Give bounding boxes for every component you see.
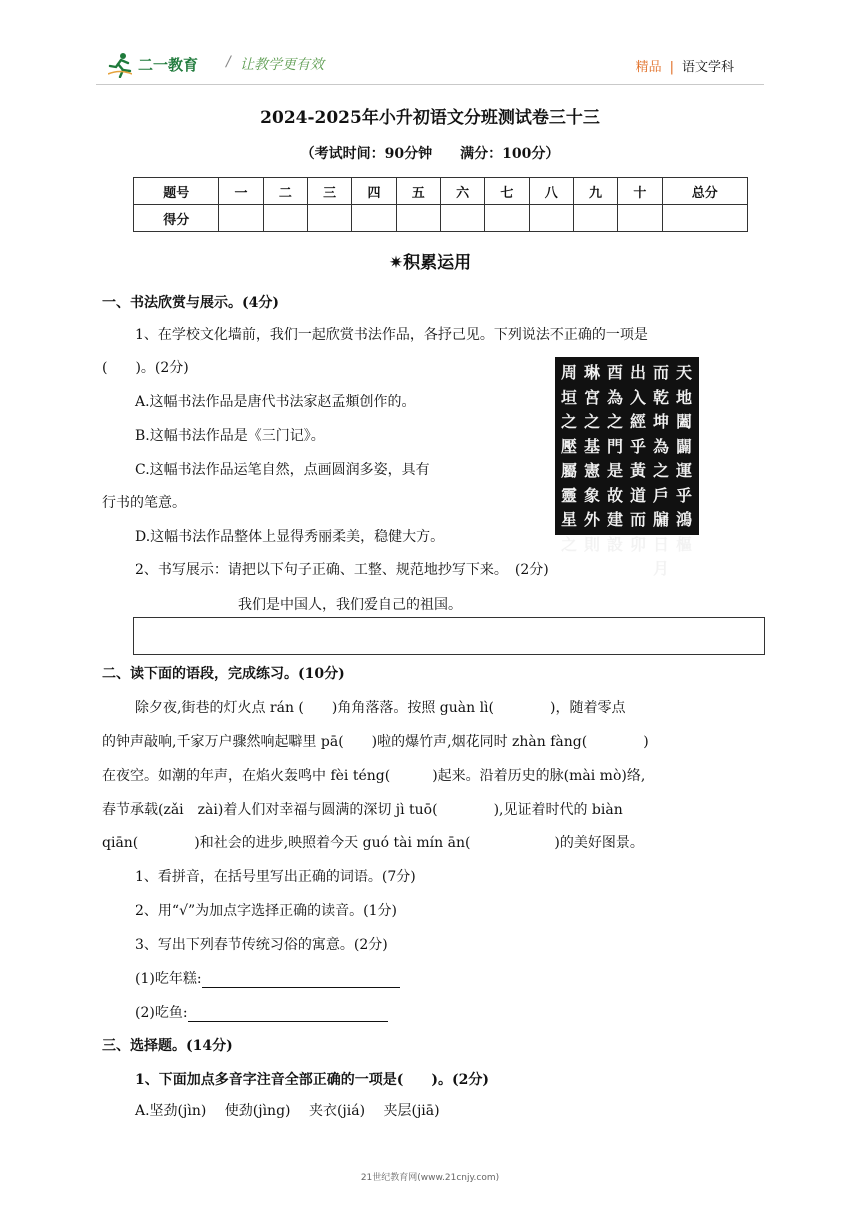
calligraphy-column: 周垣之壓屬靈星之	[560, 363, 577, 554]
q2-sub1: 1、看拼音，在括号里写出正确的词语。(7分)	[135, 869, 416, 885]
header-tag-subject: 语文学科	[681, 60, 734, 75]
score-cell: 五	[396, 178, 440, 205]
q1-p1: 1、在学校文化墙前，我们一起欣赏书法作品，各抒己见。下列说法不正确的一项是	[135, 327, 648, 343]
q1-option-b: B.这幅书法作品是《三门记》。	[135, 428, 325, 444]
q2-sub3b	[135, 1002, 388, 1022]
copy-answer-box[interactable]	[133, 617, 765, 655]
q1-sentence: 我们是中国人，我们爱自己的祖国。	[238, 597, 462, 613]
score-cell: 九	[573, 178, 617, 205]
logo-text: 二一教育	[138, 56, 199, 74]
logo-slogan: 让教学更有效	[240, 57, 324, 73]
header-tag-premium: 精品	[635, 60, 662, 75]
score-cell: 得分	[134, 205, 219, 232]
q3-option-a: A.坚劲(jìn) 使劲(jìng) 夹衣(jiá) 夹层(jiā)	[135, 1103, 440, 1119]
q1-p1b: ( )。(2分)	[102, 360, 189, 376]
calligraphy-column: 酉為之門是故建設	[606, 363, 623, 554]
calligraphy-column: 天地闔闢運乎鴻樞	[675, 363, 692, 554]
calligraphy-image	[555, 357, 699, 578]
q2-passage-line: qiān( )和社会的进步,映照着今天 guó tài mín ān( )的美好图景。	[102, 835, 644, 851]
score-input-cell[interactable]	[396, 205, 440, 232]
answer-line[interactable]	[188, 1007, 388, 1022]
q1-option-c: C.这幅书法作品运笔自然，点画圆润多姿，具有	[135, 462, 430, 478]
footer: 21世纪教育网(www.21cnjy.com)	[360, 1173, 500, 1183]
q1-option-c-cont: 行书的笔意。	[102, 495, 186, 511]
score-cell: 题号	[134, 178, 219, 205]
calligraphy-column: 琳宮之基憲象外則	[583, 363, 600, 554]
calligraphy-column: 出入經乎黃道而卯	[629, 363, 646, 554]
score-input-cell[interactable]	[485, 205, 529, 232]
exam-info: （考试时间：90分钟 满分：100分）	[300, 146, 560, 162]
calligraphy-column: 而乾坤為之戶牖日月	[652, 363, 669, 578]
q2-passage-line: 在夜空。如潮的年声，在焰火轰鸣中 fèi téng( )起来。沿着历史的脉(mài mò)络,	[102, 768, 646, 784]
score-cell: 三	[308, 178, 352, 205]
score-table-score-row	[134, 205, 748, 232]
score-table-header-row	[134, 178, 748, 205]
score-input-cell[interactable]	[219, 205, 263, 232]
q1-option-a: A.这幅书法作品是唐代书法家赵孟頫创作的。	[135, 394, 416, 410]
score-input-cell[interactable]	[618, 205, 662, 232]
q2-passage-line: 除夕夜,街巷的灯火点 rán ( )角角落落。按照 guàn lì( )，随着零点	[135, 700, 626, 716]
q2-heading: 二、读下面的语段，完成练习。(10分)	[102, 666, 345, 682]
q2-sub3b-label: (2)吃鱼:	[135, 1005, 188, 1021]
score-table	[133, 177, 748, 232]
score-cell: 二	[263, 178, 307, 205]
q3-heading: 三、选择题。(14分)	[102, 1038, 233, 1054]
page-title: 2024-2025年小升初语文分班测试卷三十三	[260, 108, 600, 128]
score-input-cell[interactable]	[308, 205, 352, 232]
score-input-cell[interactable]	[440, 205, 484, 232]
score-cell: 总分	[662, 178, 747, 205]
q3-p1: 1、下面加点多音字注音全部正确的一项是( )。(2分)	[135, 1072, 489, 1088]
score-input-cell[interactable]	[573, 205, 617, 232]
header-tag-separator: |	[669, 60, 674, 75]
q2-sub3a	[135, 968, 400, 988]
score-cell: 七	[485, 178, 529, 205]
score-cell: 四	[352, 178, 396, 205]
score-input-cell[interactable]	[662, 205, 747, 232]
section-title: ✷积累运用	[388, 253, 472, 273]
score-cell: 八	[529, 178, 573, 205]
q2-sub2: 2、用“√”为加点字选择正确的读音。(1分)	[135, 903, 397, 919]
score-input-cell[interactable]	[352, 205, 396, 232]
answer-line[interactable]	[202, 973, 400, 988]
score-input-cell[interactable]	[263, 205, 307, 232]
q1-option-d: D.这幅书法作品整体上显得秀丽柔美，稳健大方。	[135, 529, 445, 545]
score-cell: 六	[440, 178, 484, 205]
q1-p2: 2、书写展示：请把以下句子正确、工整、规范地抄写下来。 (2分)	[135, 562, 549, 578]
header-tag	[636, 56, 734, 75]
q2-sub3a-label: (1)吃年糕:	[135, 971, 202, 987]
runner-icon	[108, 52, 132, 78]
q1-heading: 一、书法欣赏与展示。(4分)	[102, 295, 279, 311]
q2-passage-line: 的钟声敲响,千家万户骤然响起噼里 pā( )啦的爆竹声,烟花同时 zhàn fàng( )	[102, 734, 649, 750]
score-input-cell[interactable]	[529, 205, 573, 232]
score-cell: 十	[618, 178, 662, 205]
header-divider	[96, 84, 764, 85]
q2-passage-line: 春节承载(zǎi zài)着人们对幸福与圆满的深切 jì tuō( ),见证着时代的 biàn	[102, 802, 623, 818]
logo	[108, 48, 448, 82]
q2-sub3: 3、写出下列春节传统习俗的寓意。(2分)	[135, 937, 388, 953]
score-cell: 一	[219, 178, 263, 205]
logo-slash: /	[226, 54, 231, 70]
